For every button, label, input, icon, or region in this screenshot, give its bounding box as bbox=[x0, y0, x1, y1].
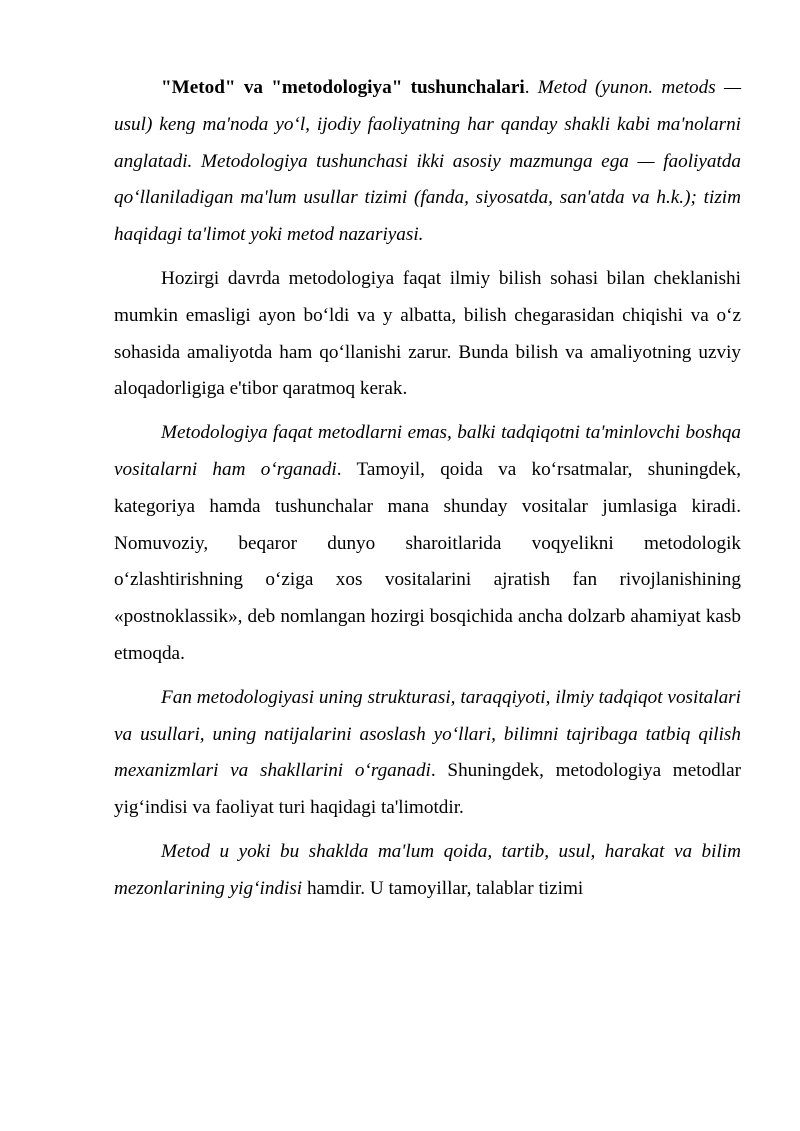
text-run: . Tamoyil, qoida va ko‘rsatmalar, shuningdek, kategoriya hamda tushunchalar mana shunday vositalar jumlasiga kiradi. Nomuvoziy, beqaror dunyo sharoitlarida voqyelikni metodologik o‘zlashtirishning o‘ziga xos vositalarini ajratish fan rivojlanishining «postnoklassik», deb nomlangan hozirgi bosqichida ancha dolzarb ahamiyat kasb etmoqda. bbox=[114, 458, 741, 664]
paragraph-science-methodology bbox=[114, 680, 741, 827]
text-run: hamdir. U tamoyillar, talablar tizimi bbox=[302, 877, 584, 899]
paragraph-metod-definition bbox=[114, 70, 741, 254]
text-run-italic: Metod u yoki bu shaklda ma'lum qoida, tartib, usul, harakat va bilim mezonlarining yig‘indisi bbox=[114, 840, 741, 899]
text-run-italic: Fan metodologiyasi uning strukturasi, taraqqiyoti, ilmiy tadqiqot vositalari va usullari, uning natijalarini asoslash yo‘llari, bilimni tajribaga tatbiq qilish mexanizmlari va shakllarini o‘rganadi bbox=[114, 686, 741, 782]
text-run: . Shuningdek, metodologiya metodlar yig‘indisi va faoliyat turi haqidagi ta'limotdir. bbox=[114, 760, 741, 819]
paragraph-methodology-tools bbox=[114, 415, 741, 673]
section-heading: "Metod" va "metodologiya" tushunchalari bbox=[161, 77, 525, 98]
text-run: . bbox=[524, 77, 538, 98]
document-page bbox=[114, 70, 741, 908]
paragraph-modern-methodology bbox=[114, 261, 741, 408]
text-run-italic: Metodologiya faqat metodlarni emas, balki tadqiqotni ta'minlovchi boshqa vositalarni ham o‘rganadi bbox=[114, 422, 741, 480]
text-run: Hozirgi davrda metodologiya faqat ilmiy bilish sohasi bilan cheklanishi mumkin emasligi ayon bo‘ldi va y albatta, bilish chegarasidan chiqishi va o‘z sohasida amaliyotda ham qo‘llanishi zarur. Bunda bilish va amaliyotning uzviy aloqadorligiga e'tibor qaratmoq kerak. bbox=[114, 267, 741, 400]
text-run-italic: Metod (yunon. metods — usul) keng ma'noda yo‘l, ijodiy faoliyatning har qanday shakli kabi ma'nolarni anglatadi. Metodologiya tushunchasi ikki asosiy mazmunga ega — faoliyatda qo‘llaniladigan ma'lum usullar tizimi (fanda, siyosatda, san'atda va h.k.); tizim haqidagi ta'limot yoki metod nazariyasi. bbox=[114, 77, 742, 246]
paragraph-metod-rules bbox=[114, 834, 741, 908]
